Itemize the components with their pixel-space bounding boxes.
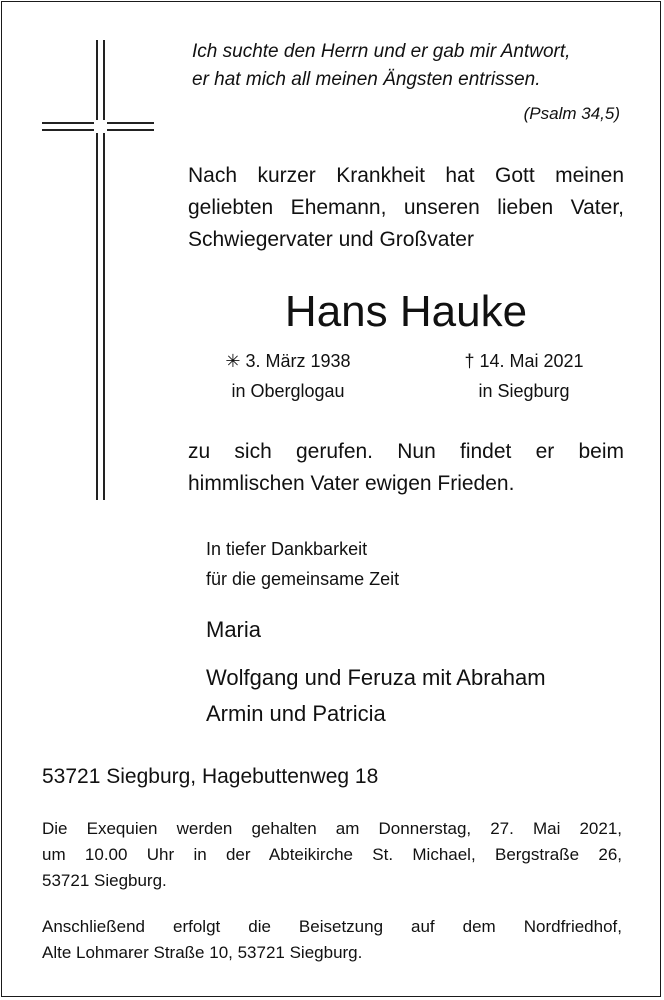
intro-line: Nach kurzer Krankheit hat Gott meinen <box>188 164 624 187</box>
gratitude-line: In tiefer Dankbarkeit <box>206 539 368 559</box>
death-place: in Siegburg <box>478 381 570 401</box>
verse-line: Ich suchte den Herrn und er gab mir Antwort, <box>192 41 571 62</box>
service-line: um 10.00 Uhr in der Abteikirche St. Michael, Bergstraße 26, <box>42 845 622 864</box>
bible-verse <box>192 38 632 94</box>
birth-place: in Oberglogau <box>231 381 345 401</box>
birth-info <box>208 346 368 406</box>
service-line: Die Exequien werden gehalten am Donnerstag, 27. Mai 2021, <box>42 819 622 838</box>
mourner-child: Armin und Patricia <box>206 701 386 726</box>
death-info <box>448 346 600 406</box>
verse-source: (Psalm 34,5) <box>523 104 620 123</box>
mourner-child: Wolfgang und Feruza mit Abraham <box>206 665 546 690</box>
family-address: 53721 Siegburg, Hagebuttenweg 18 <box>42 765 379 788</box>
service-info <box>42 816 622 894</box>
burial-line: Alte Lohmarer Straße 10, 53721 Siegburg. <box>42 943 363 962</box>
cross-icon <box>42 40 154 500</box>
called-line: zu sich gerufen. Nun findet er beim <box>188 440 624 463</box>
deceased-name: Hans Hauke <box>284 287 528 336</box>
called-text <box>188 436 624 500</box>
mourner-spouse: Maria <box>206 617 262 642</box>
death-date: † 14. Mai 2021 <box>464 351 584 371</box>
service-line: 53721 Siegburg. <box>42 871 167 890</box>
mourners-list <box>206 612 546 732</box>
burial-info <box>42 914 622 966</box>
verse-line: er hat mich all meinen Ängsten entrissen. <box>192 69 541 90</box>
intro-line: geliebten Ehemann, unseren lieben Vater, <box>188 196 624 219</box>
burial-line: Anschließend erfolgt die Beisetzung auf dem Nordfriedhof, <box>42 917 622 936</box>
intro-text <box>188 160 624 256</box>
gratitude-text <box>206 534 399 594</box>
called-line: himmlischen Vater ewigen Frieden. <box>188 472 515 495</box>
gratitude-line: für die gemeinsame Zeit <box>206 569 400 589</box>
birth-date: ✳ 3. März 1938 <box>225 351 351 371</box>
intro-line: Schwiegervater und Großvater <box>188 228 474 251</box>
